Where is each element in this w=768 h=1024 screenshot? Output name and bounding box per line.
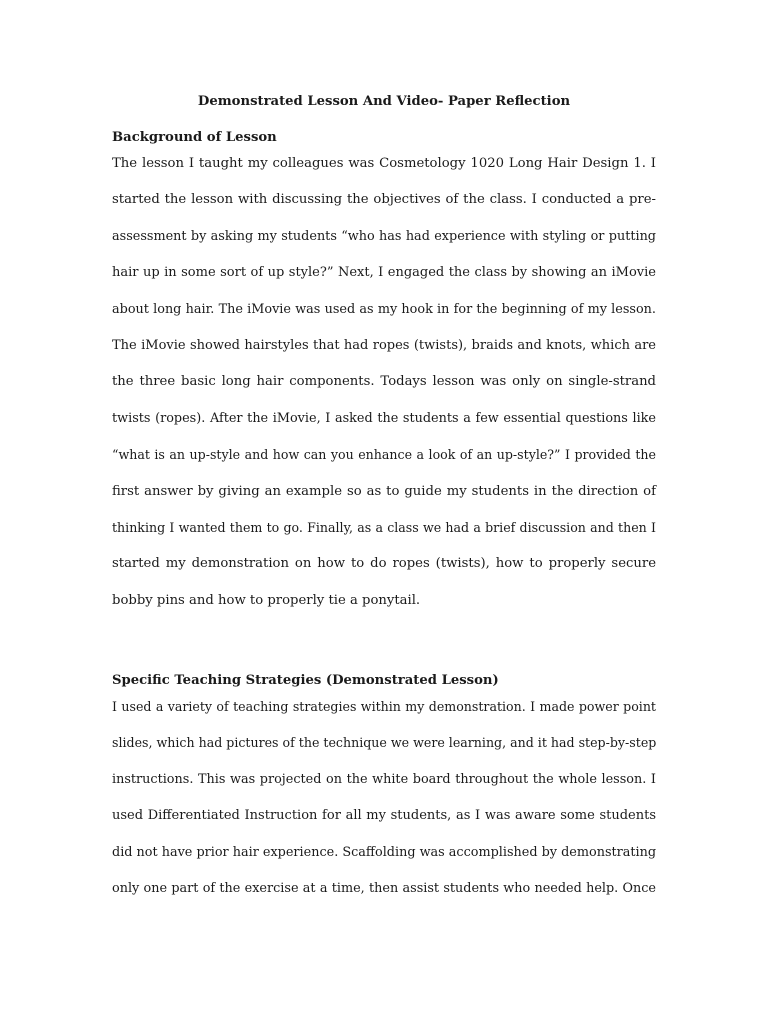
text-line: about long hair. The iMovie was used as my hook in for the beginning of my lesson. — [112, 301, 656, 317]
text-line: “what is an up-style and how can you enhance a look of an up-style?” I provided the — [112, 447, 656, 463]
text-line: did not have prior hair experience. Scaffolding was accomplished by demonstrating — [112, 844, 657, 860]
paragraph-background — [112, 146, 656, 619]
text-line: twists (ropes). After the iMovie, I asked the students a few essential questions like — [112, 410, 656, 426]
text-line: The lesson I taught my colleagues was Cosmetology 1020 Long Hair Design 1. I — [112, 156, 656, 171]
text-line: the three basic long hair components. Todays lesson was only on single-strand — [112, 374, 656, 390]
text-line: first answer by giving an example so as to guide my students in the direction of — [112, 483, 656, 499]
text-line: started my demonstration on how to do ropes (twists), how to properly secure — [112, 556, 656, 572]
text-line: bobby pins and how to properly tie a ponytail. — [112, 592, 421, 608]
section-heading-teaching-strategies: Specific Teaching Strategies (Demonstrated Lesson) — [112, 673, 499, 689]
section-heading-background: Background of Lesson — [112, 130, 277, 145]
text-line: thinking I wanted them to go. Finally, as a class we had a brief discussion and then I — [112, 519, 656, 535]
text-line: started the lesson with discussing the objectives of the class. I conducted a pre- — [112, 192, 656, 208]
text-line: instructions. This was projected on the white board throughout the whole lesson. I — [112, 771, 656, 787]
document-page — [112, 92, 656, 907]
text-line: used Differentiated Instruction for all my students, as I was aware some students — [112, 808, 656, 824]
text-line: only one part of the exercise at a time, then assist students who needed help. Once — [112, 881, 656, 897]
document-title: Demonstrated Lesson And Video- Paper Reflection — [197, 94, 571, 109]
text-line: assessment by asking my students “who has had experience with styling or putting — [112, 228, 656, 244]
paragraph-teaching-strategies — [112, 689, 656, 907]
text-line: The iMovie showed hairstyles that had ropes (twists), braids and knots, which are — [112, 337, 656, 353]
text-line: hair up in some sort of up style?” Next, I engaged the class by showing an iMovie — [112, 265, 656, 281]
text-line: slides, which had pictures of the technique we were learning, and it had step-by-step — [112, 735, 657, 751]
text-line: I used a variety of teaching strategies within my demonstration. I made power point — [112, 699, 656, 715]
